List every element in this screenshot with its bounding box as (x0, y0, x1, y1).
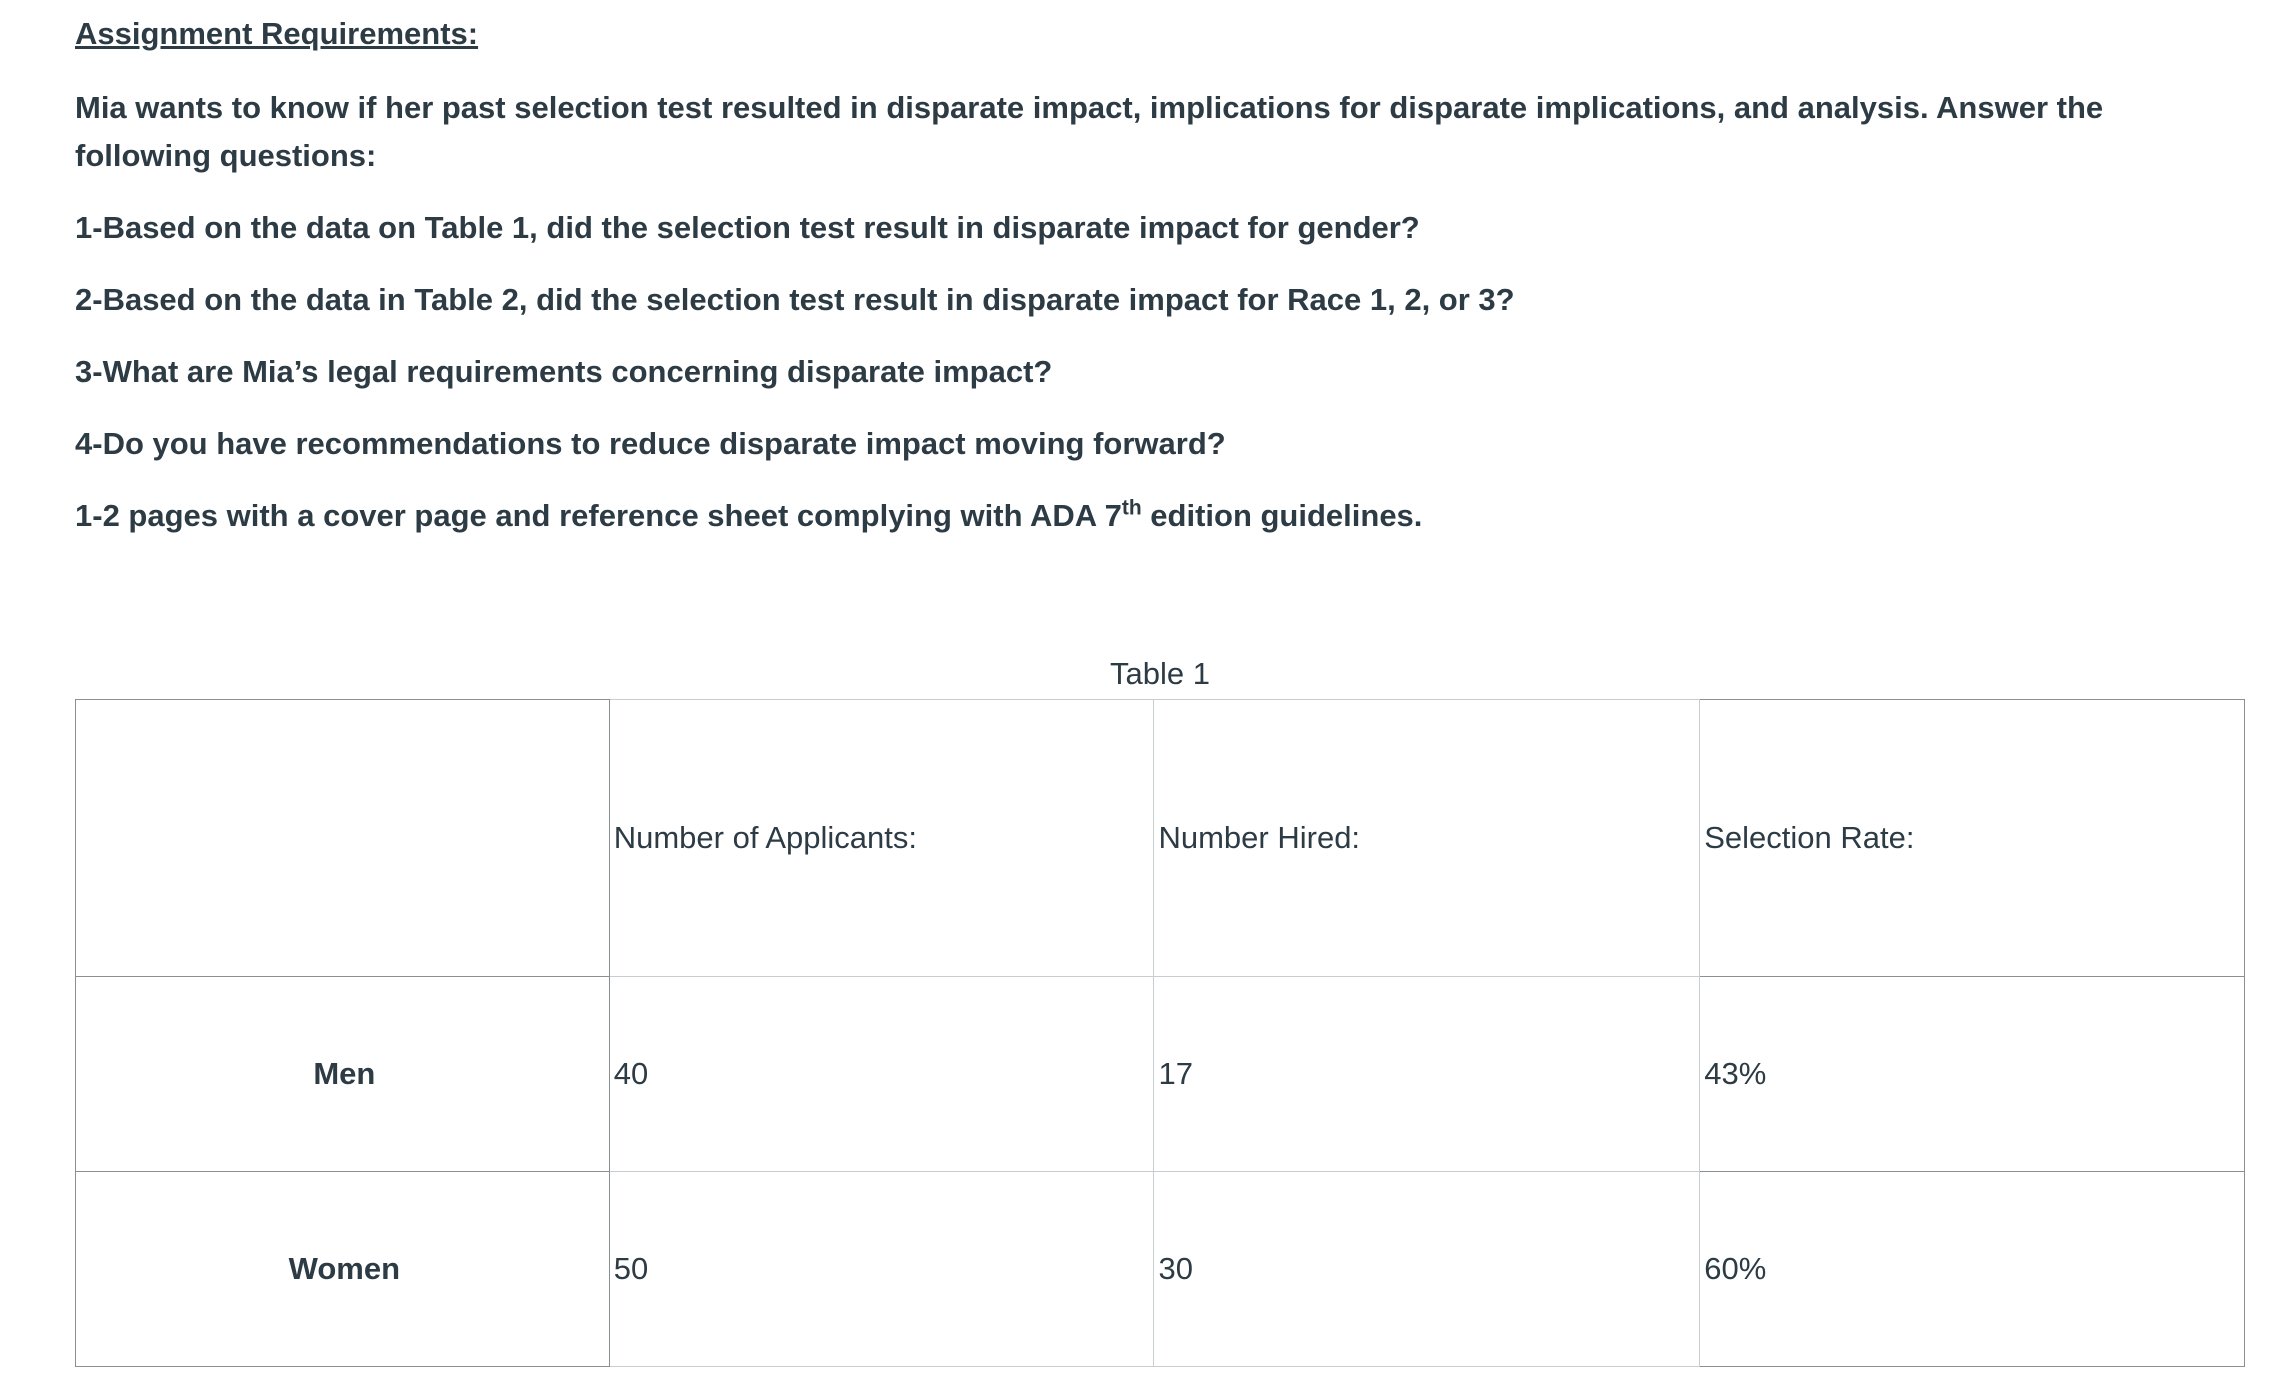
header-selection-rate: Selection Rate: (1700, 700, 2245, 977)
table-1 (75, 699, 2245, 1367)
row-label-women: Women (76, 1172, 610, 1367)
header-applicants: Number of Applicants: (609, 700, 1154, 977)
assignment-heading: Assignment Requirements: (75, 16, 479, 51)
question-2: 2-Based on the data in Table 2, did the selection test result in disparate impact for Race 1, 2, or 3? (75, 282, 1515, 317)
women-hired: 30 (1154, 1172, 1700, 1367)
format-note-tail: edition guidelines. (1141, 498, 1423, 533)
men-applicants: 40 (609, 977, 1154, 1172)
table-header-row (76, 700, 2245, 977)
women-selection-rate: 60% (1700, 1172, 2245, 1367)
women-applicants: 50 (609, 1172, 1154, 1367)
assignment-content (75, 14, 2245, 1286)
table-row-men (76, 977, 2245, 1172)
format-note-superscript: th (1121, 496, 1142, 520)
question-3: 3-What are Mia’s legal requirements concerning disparate impact? (75, 354, 1053, 389)
format-note (75, 492, 2245, 540)
table-1-caption: Table 1 (1110, 656, 1210, 691)
row-label-men: Men (76, 977, 610, 1172)
header-hired: Number Hired: (1154, 700, 1700, 977)
question-4: 4-Do you have recommendations to reduce disparate impact moving forward? (75, 426, 1226, 461)
men-hired: 17 (1154, 977, 1700, 1172)
question-1: 1-Based on the data on Table 1, did the selection test result in disparate impact for gender? (75, 210, 1420, 245)
intro-paragraph: Mia wants to know if her past selection test resulted in disparate impact, implications for disparate implications, and analysis. Answer the following questions: (75, 90, 2104, 173)
format-note-text: 1-2 pages with a cover page and reference sheet complying with ADA 7 (75, 498, 1122, 533)
table-row-women (76, 1172, 2245, 1367)
header-empty-cell (76, 700, 610, 977)
men-selection-rate: 43% (1700, 977, 2245, 1172)
